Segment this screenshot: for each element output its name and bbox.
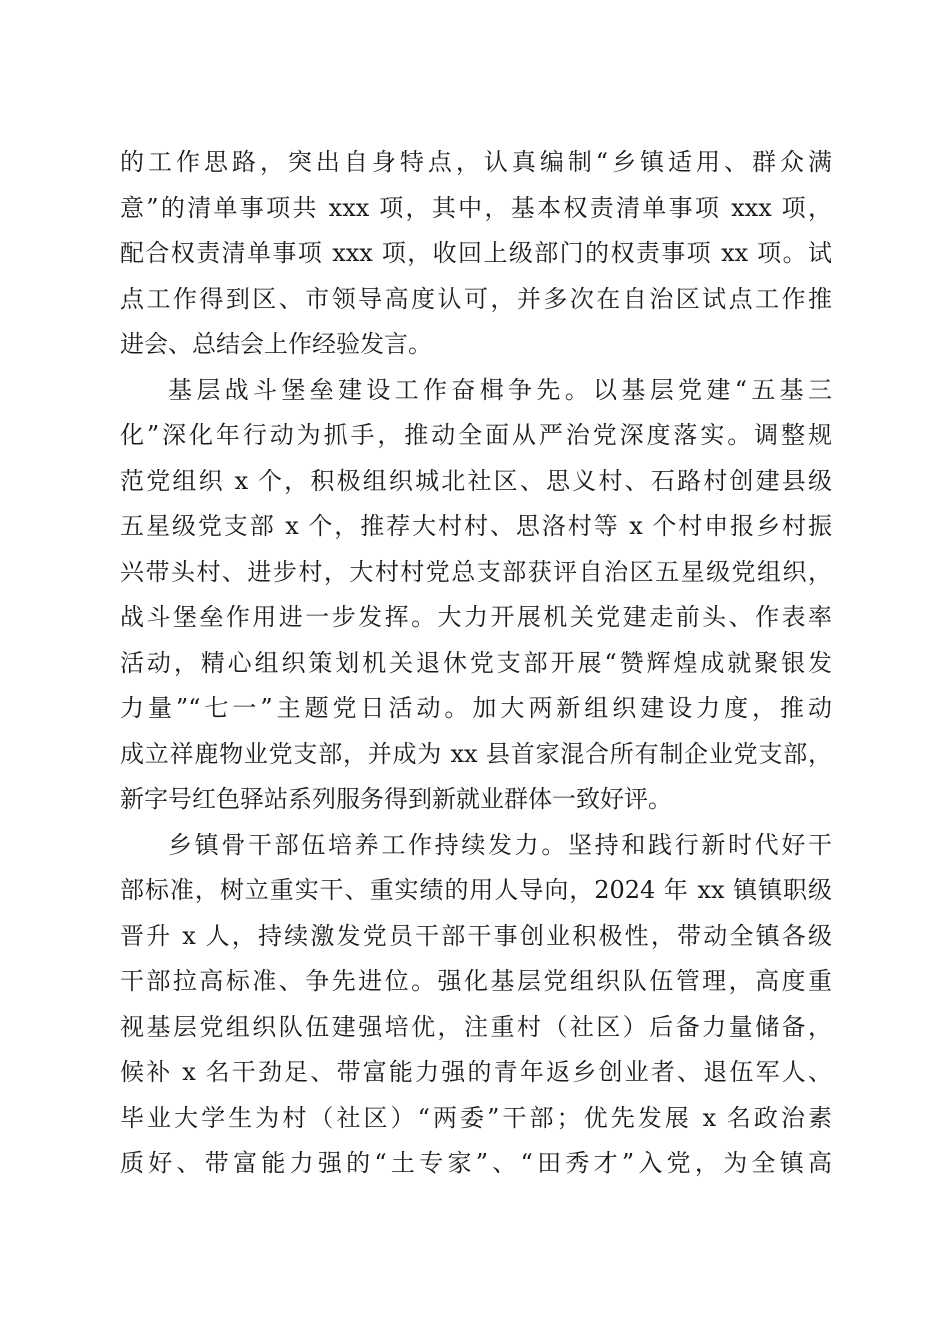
text-line: 范党组织 x 个，积极组织城北社区、思义村、石路村创建县级: [120, 466, 832, 495]
text-line: 战斗堡垒作用进一步发挥。大力开展机关党建走前头、作表率: [120, 603, 832, 631]
text-line: 晋升 x 人，持续激发党员干部干事创业积极性，带动全镇各级: [120, 921, 832, 950]
paragraph-work-approach: [120, 140, 832, 368]
text-line: 毕业大学生为村（社区）“两委”干部；优先发展 x 名政治素: [120, 1103, 832, 1132]
paragraph-cadre-training: [120, 823, 832, 1187]
text-line: 进会、总结会上作经验发言。: [120, 330, 432, 358]
text-line: 意”的清单事项共 xxx 项，其中，基本权责清单事项 xxx 项，: [120, 193, 832, 222]
text-line: 兴带头村、进步村，大村村党总支部获评自治区五星级党组织，: [120, 557, 832, 586]
paragraph-grassroots-fortress: [120, 368, 832, 823]
text-line: 的工作思路，突出自身特点，认真编制“乡镇适用、群众满: [120, 148, 832, 176]
text-line: 质好、带富能力强的“土专家”、“田秀才”入党，为全镇高: [120, 1149, 832, 1177]
text-line: 基层战斗堡垒建设工作奋楫争先。以基层党建“五基三: [168, 375, 832, 404]
text-line: 配合权责清单事项 xxx 项，收回上级部门的权责事项 xx 项。试: [120, 239, 832, 267]
text-line: 部标准，树立重实干、重实绩的用人导向，2024 年 xx 镇镇职级: [120, 876, 832, 904]
text-line: 活动，精心组织策划机关退休党支部开展“赞辉煌成就聚银发: [120, 648, 832, 677]
body-text: [120, 140, 832, 1187]
text-line: 五星级党支部 x 个，推荐大村村、思洛村等 x 个村申报乡村振: [120, 512, 832, 540]
text-line: 乡镇骨干部伍培养工作持续发力。坚持和践行新时代好干: [168, 830, 832, 859]
text-line: 新字号红色驿站系列服务得到新就业群体一致好评。: [120, 785, 672, 813]
text-line: 干部拉高标准、争先进位。强化基层党组织队伍管理，高度重: [120, 967, 832, 995]
text-line: 视基层党组织队伍建强培优，注重村（社区）后备力量储备，: [120, 1012, 832, 1041]
text-line: 成立祥鹿物业党支部，并成为 xx 县首家混合所有制企业党支部，: [120, 739, 832, 768]
text-line: 候补 x 名干劲足、带富能力强的青年返乡创业者、退伍军人、: [120, 1058, 832, 1086]
text-line: 化”深化年行动为抓手，推动全面从严治党深度落实。调整规: [120, 421, 832, 449]
text-line: 点工作得到区、市领导高度认可，并多次在自治区试点工作推: [120, 284, 832, 313]
text-line: 力量”“七一”主题党日活动。加大两新组织建设力度，推动: [120, 694, 832, 722]
